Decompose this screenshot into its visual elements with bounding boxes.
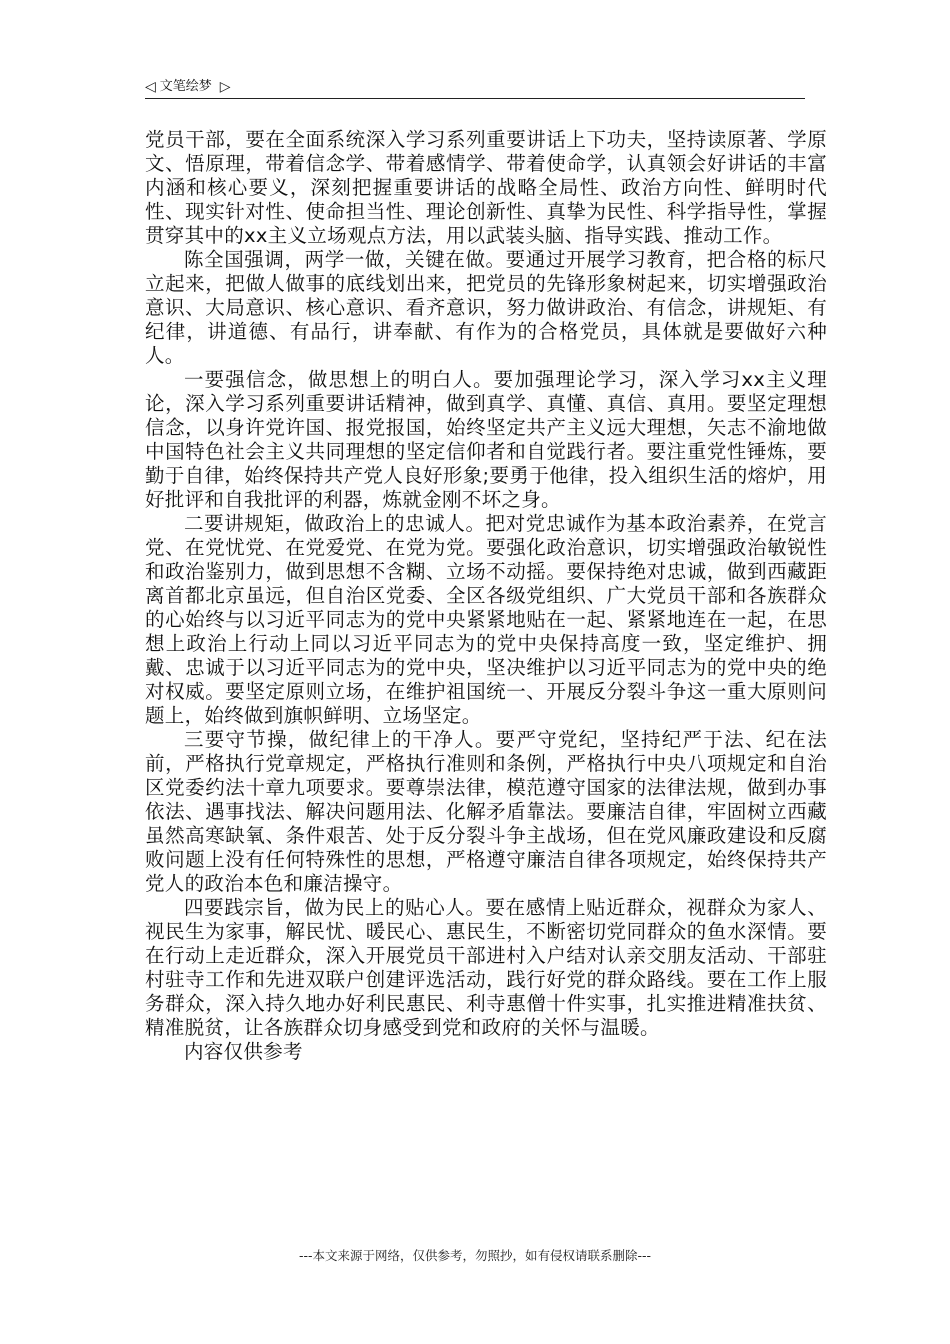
footer-disclaimer: ---本文来源于网络，仅供参考，勿照抄，如有侵权请联系删除--- [298, 1248, 652, 1263]
paragraph-3: 一要强信念，做思想上的明白人。要加强理论学习，深入学习xx主义理论，深入学习系列重要讲话精神，做到真学、真懂、真信、真用。要坚定理想信念，以身许党许国、报党报国，始终坚定共产主义远大理想，矢志不渝地做中国特色社会主义共同理想的坚定信仰者和自觉践行者。要注重党性锤炼，要勤于自律，始终保持共产党人良好形象;要勇于他律，投入组织生活的熔炉，用好批评和自我批评的利器，炼就金刚不坏之身。 [145, 368, 827, 511]
document-body [145, 128, 827, 1064]
right-triangle-icon: ▷ [219, 79, 231, 95]
paragraph-6: 四要践宗旨，做为民上的贴心人。要在感情上贴近群众，视群众为家人、视民生为家事，解民忧、暖民心、惠民生，不断密切党同群众的鱼水深情。要在行动上走近群众，深入开展党员干部进村入户结对认亲交朋友活动、干部驻村驻寺工作和先进双联户创建评选活动，践行好党的群众路线。要在工作上服务群众，深入持久地办好利民惠民、利寺惠僧十件实事，扎实推进精准扶贫、精准脱贫，让各族群众切身感受到党和政府的关怀与温暖。 [145, 896, 827, 1039]
header-divider [145, 98, 805, 99]
paragraph-4: 二要讲规矩，做政治上的忠诚人。把对党忠诚作为基本政治素养，在党言党、在党忧党、在党爱党、在党为党。要强化政治意识，切实增强政治敏锐性和政治鉴别力，做到思想不含糊、立场不动摇。要保持绝对忠诚，做到西藏距离首都北京虽远，但自治区党委、全区各级党组织、广大党员干部和各族群众的心始终与以习近平同志为的党中央紧紧地贴在一起、紧紧地连在一起，在思想上政治上行动上同以习近平同志为的党中央保持高度一致，坚定维护、拥戴、忠诚于以习近平同志为的党中央，坚决维护以习近平同志为的党中央的绝对权威。要坚定原则立场，在维护祖国统一、开展反分裂斗争这一重大原则问题上，始终做到旗帜鲜明、立场坚定。 [145, 512, 827, 727]
paragraph-1: 党员干部，要在全面系统深入学习系列重要讲话上下功夫，坚持读原著、学原文、悟原理，带着信念学、带着感情学、带着使命学，认真领会好讲话的丰富内涵和核心要义，深刻把握重要讲话的战略全局性、政治方向性、鲜明时代性、现实针对性、使命担当性、理论创新性、真挚为民性、科学指导性，掌握贯穿其中的xx主义立场观点方法，用以武装头脑、指导实践、推动工作。 [145, 128, 827, 247]
page-header [145, 76, 805, 98]
left-triangle-icon: ◁ [145, 79, 156, 95]
paragraph-5: 三要守节操，做纪律上的干净人。要严守党纪，坚持纪严于法、纪在法前，严格执行党章规定，严格执行准则和条例，严格执行中央八项规定和自治区党委约法十章九项要求。要尊崇法律，模范遵守国家的法律法规，做到办事依法、遇事找法、解决问题用法、化解矛盾靠法。要廉洁自律，牢固树立西藏虽然高寒缺氧、条件艰苦、处于反分裂斗争主战场，但在党风廉政建设和反腐败问题上没有任何特殊性的思想，严格遵守廉洁自律各项规定，始终保持共产党人的政治本色和廉洁操守。 [145, 728, 827, 895]
closing-note: 内容仅供参考 [184, 1040, 303, 1063]
paragraph-2: 陈全国强调，两学一做，关键在做。要通过开展学习教育，把合格的标尺立起来，把做人做事的底线划出来，把党员的先锋形象树起来，切实增强政治意识、大局意识、核心意识、看齐意识，努力做讲政治、有信念，讲规矩、有纪律，讲道德、有品行，讲奉献、有作为的合格党员，具体就是要做好六种人。 [145, 248, 827, 367]
header-title: 文笔绘梦 [159, 79, 212, 94]
